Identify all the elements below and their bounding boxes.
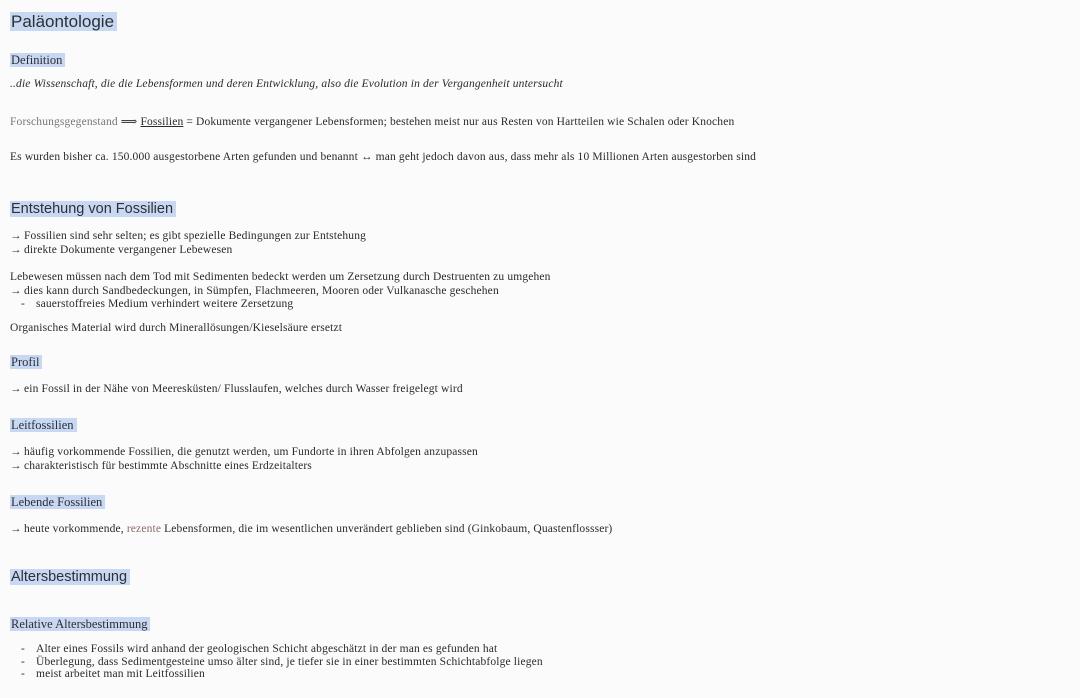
heading-leitfossilien: Leitfossilien xyxy=(10,418,77,433)
entstehung-paragraph: Lebewesen müssen nach dem Tod mit Sedimenten bedeckt werden um Zersetzung durch Destruenten zu umgehen xyxy=(10,271,551,283)
dash-bullet: - xyxy=(21,656,25,668)
heading-entstehung: Entstehung von Fossilien xyxy=(10,201,176,217)
heading-definition: Definition xyxy=(10,53,65,68)
list-item: → Fossilien sind sehr selten; es gibt spezielle Bedingungen zur Entstehung xyxy=(10,230,367,242)
list-item: - Alter eines Fossils wird anhand der geologischen Schicht abgeschätzt in der man es gefunden hat xyxy=(10,643,497,655)
dash-bullet: - xyxy=(21,298,25,310)
arrow-icon: → xyxy=(10,230,22,242)
list-item: → direkte Dokumente vergangener Lebewesen xyxy=(10,244,233,256)
list-item: - Überlegung, dass Sedimentgesteine umso älter sind, je tiefer sie in einer bestimmten Schichtabfolge liegen xyxy=(10,656,543,668)
forschung-label: Forschungsgegenstand xyxy=(10,116,118,128)
list-item: → ein Fossil in der Nähe von Meeresküsten/ Flusslaufen, welches durch Wasser freigelegt wird xyxy=(10,383,463,395)
forschung-line xyxy=(10,114,734,128)
heading-profil: Profil xyxy=(10,355,42,370)
arrow-icon: → xyxy=(10,383,22,395)
arrow-icon: → xyxy=(10,446,22,458)
arrow-icon: → xyxy=(10,244,22,256)
page-title: Paläontologie xyxy=(10,12,117,32)
list-item: - meist arbeitet man mit Leitfossilien xyxy=(10,668,205,680)
heading-altersbestimmung: Altersbestimmung xyxy=(10,569,130,585)
list-item: → charakteristisch für bestimmte Abschnitte eines Erdzeitalters xyxy=(10,460,312,472)
arten-line: Es wurden bisher ca. 150.000 ausgestorbene Arten gefunden und benannt ↔ man geht jedoch davon aus, dass mehr als 10 Millionen Arten ausgestorben sind xyxy=(10,151,757,163)
list-item: → häufig vorkommende Fossilien, die genutzt werden, um Fundorte in ihren Abfolgen anzupassen xyxy=(10,446,478,458)
left-right-arrow-icon: ↔ xyxy=(360,151,373,163)
heading-relative-altersbestimmung: Relative Altersbestimmung xyxy=(10,617,150,632)
dash-bullet: - xyxy=(21,643,25,655)
entstehung-paragraph: Organisches Material wird durch Minerallösungen/Kieselsäure ersetzt xyxy=(10,322,343,334)
list-item: → dies kann durch Sandbedeckungen, in Sümpfen, Flachmeeren, Mooren oder Vulkanasche geschehen xyxy=(10,285,499,297)
dash-bullet: - xyxy=(21,668,25,680)
definition-text: ..die Wissenschaft, die die Lebensformen und deren Entwicklung, also die Evolution in der Vergangenheit untersucht xyxy=(10,78,563,90)
arrow-icon: → xyxy=(10,523,22,535)
arrow-icon: → xyxy=(10,285,22,297)
forschung-text: = Dokumente vergangener Lebensformen; bestehen meist nur aus Resten von Hartteilen wie Schalen oder Knochen xyxy=(186,116,735,128)
double-arrow-icon: ⟹ xyxy=(120,116,138,128)
arrow-icon: → xyxy=(10,460,22,472)
fossilien-term: Fossilien xyxy=(140,116,184,128)
list-item: → heute vorkommende, rezente Lebensformen, die im wesentlichen unverändert geblieben sind (Ginkobaum, Quastenflossser) xyxy=(10,523,613,535)
heading-lebende-fossilien: Lebende Fossilien xyxy=(10,495,105,510)
list-item: - sauerstoffreies Medium verhindert weitere Zersetzung xyxy=(10,298,293,310)
rezente-highlight: rezente xyxy=(126,523,162,535)
